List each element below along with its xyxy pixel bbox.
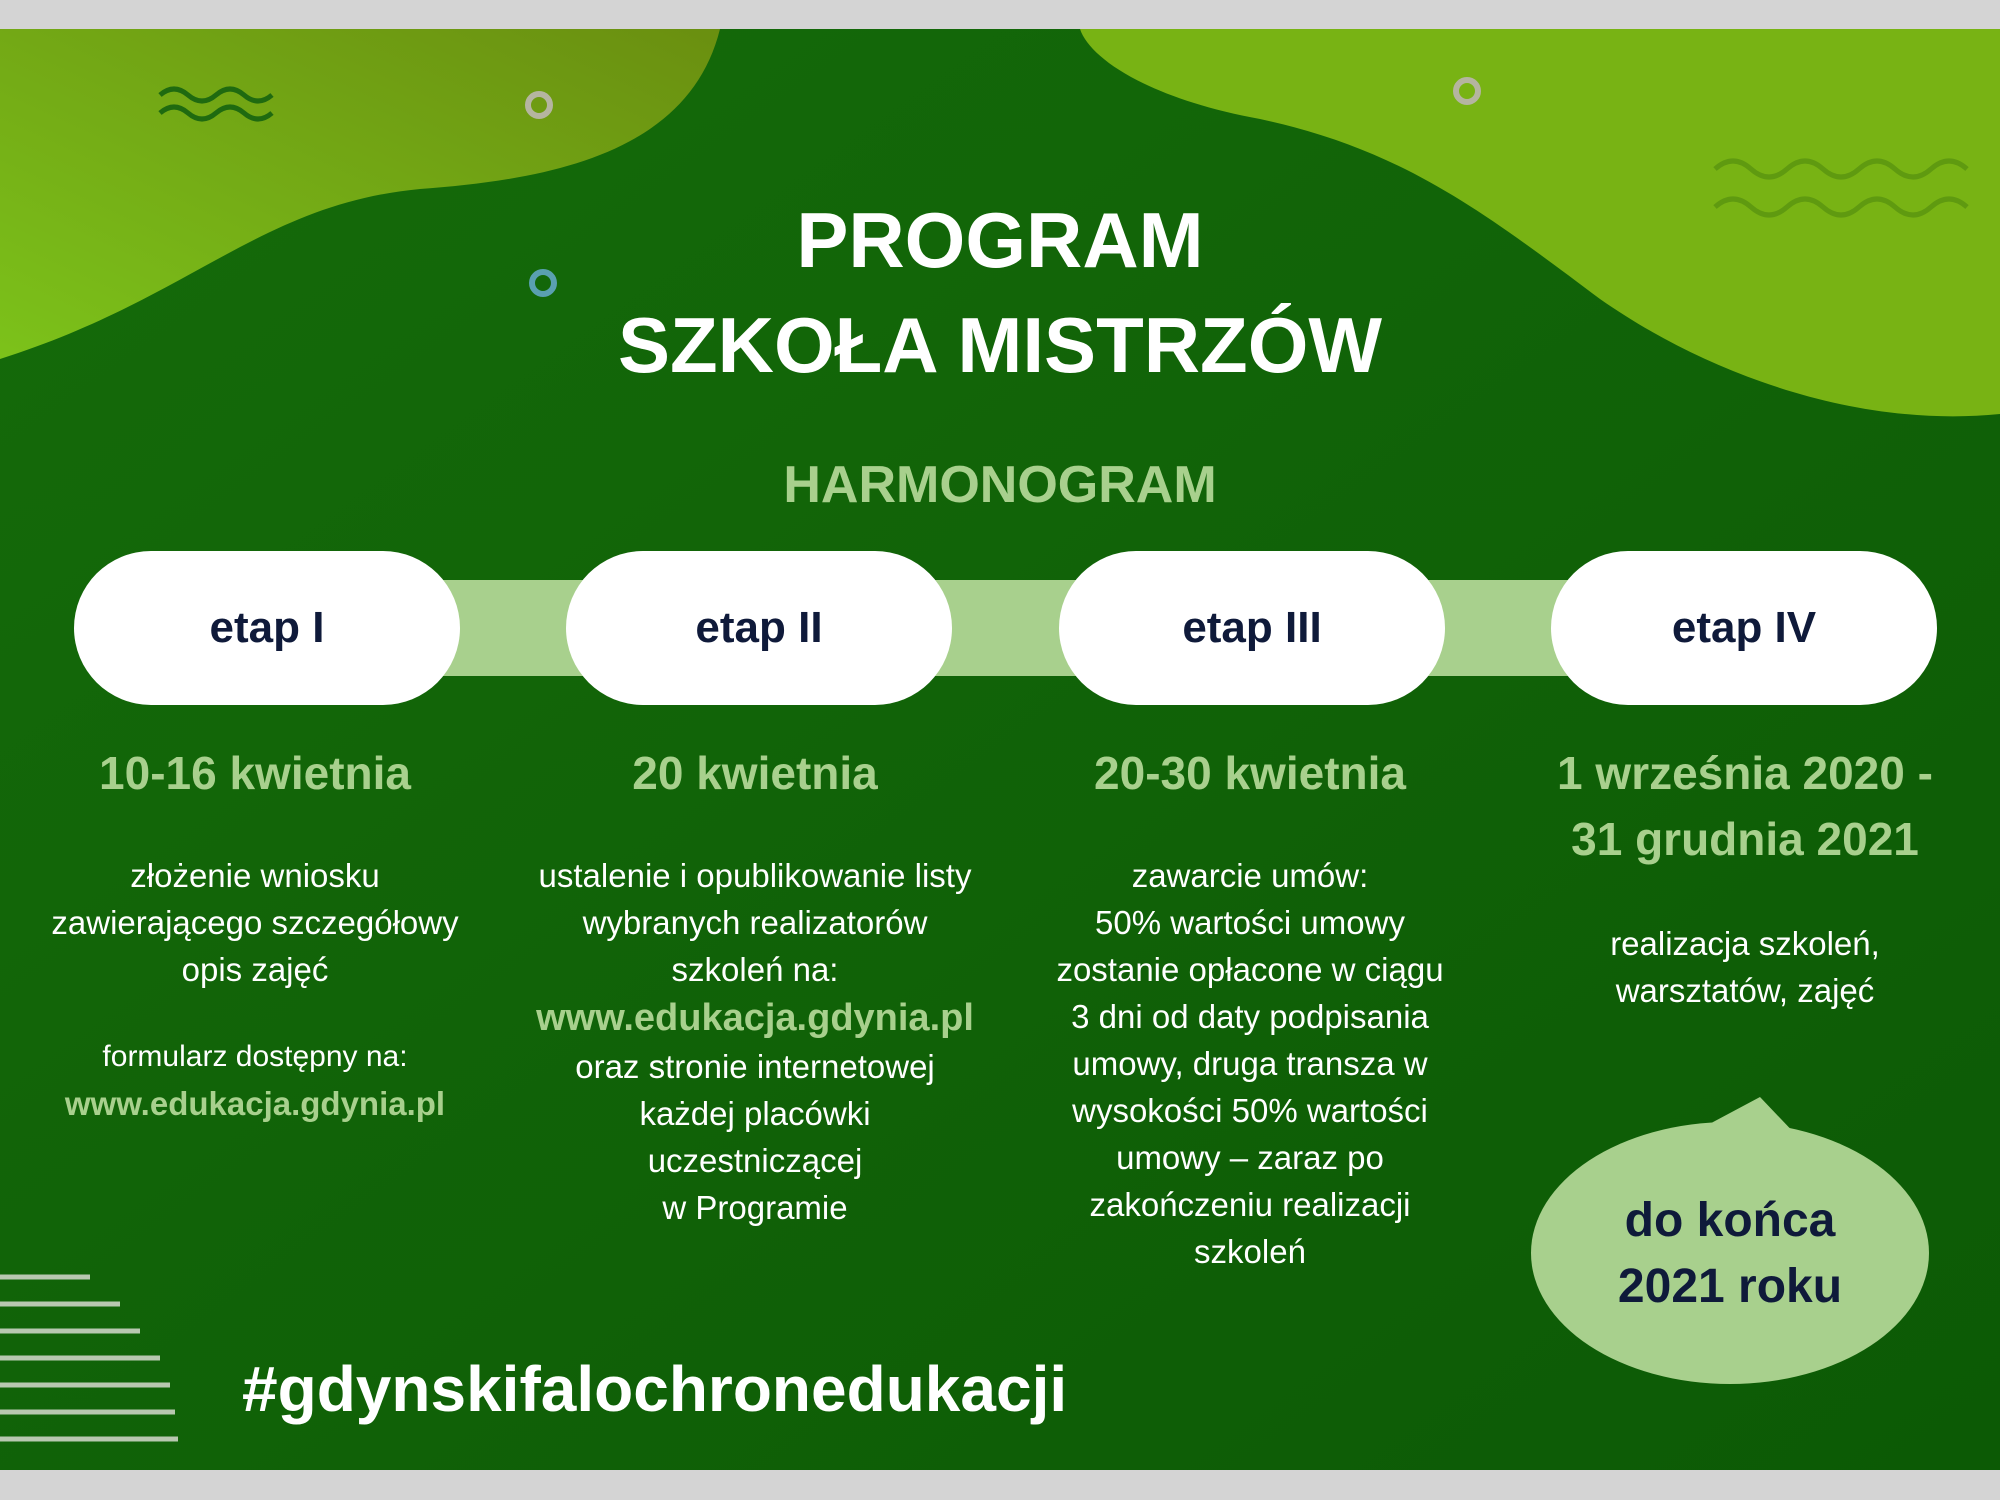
stage-1-description <box>5 852 505 1127</box>
text-line: warsztatów, zajęć <box>1615 972 1875 1009</box>
text-line: wybranych realizatorów <box>582 904 928 941</box>
text-line: oraz stronie internetowej <box>575 1048 935 1085</box>
text-line: w Programie <box>662 1189 848 1226</box>
text-line: umowy, druga transza w <box>1072 1045 1428 1082</box>
text-line: ustalenie i opublikowanie listy <box>538 857 972 894</box>
text-line: uczestniczącej <box>647 1142 863 1179</box>
stage-4-date <box>1495 740 1995 872</box>
form-note: formularz dostępny na: <box>102 1040 408 1073</box>
stage-2-date: 20 kwietnia <box>632 747 878 799</box>
text-line: zostanie opłacone w ciągu <box>1056 951 1444 988</box>
text-line: szkoleń na: <box>671 951 839 988</box>
timeline-connector <box>250 580 1750 676</box>
bubble-text <box>1530 1188 1930 1320</box>
text-line: realizacja szkoleń, <box>1610 925 1880 962</box>
text-line: zakończeniu realizacji <box>1089 1186 1411 1223</box>
title-line-2: SZKOŁA MISTRZÓW <box>617 301 1382 389</box>
text-line: opis zajęć <box>181 951 329 988</box>
stage-4-description <box>1495 920 1995 1014</box>
title-line-1: PROGRAM <box>796 196 1204 284</box>
text-line: złożenie wniosku <box>130 857 380 894</box>
date-line: 31 grudnia 2021 <box>1571 813 1919 865</box>
stage-2-description <box>505 852 1005 1231</box>
text-line: 3 dni od daty podpisania <box>1071 998 1429 1035</box>
stage-1-date: 10-16 kwietnia <box>99 747 411 799</box>
stage-1-pill: etap I <box>74 551 460 705</box>
stage-2-pill: etap II <box>566 551 952 705</box>
stage-3-description <box>1000 852 1500 1275</box>
bubble-line: do końca <box>1624 1194 1836 1247</box>
stage-3-date: 20-30 kwietnia <box>1094 747 1406 799</box>
website-link[interactable]: www.edukacja.gdynia.pl <box>64 1085 446 1122</box>
text-line: zawierającego szczegółowy <box>51 904 459 941</box>
date-line: 1 września 2020 - <box>1557 747 1933 799</box>
text-line: zawarcie umów: <box>1131 857 1369 894</box>
text-line: szkoleń <box>1194 1233 1306 1270</box>
text-line: 50% wartości umowy <box>1095 904 1405 941</box>
text-line: wysokości 50% wartości <box>1072 1092 1428 1129</box>
website-link[interactable]: www.edukacja.gdynia.pl <box>536 997 974 1039</box>
bubble-line: 2021 roku <box>1617 1260 1843 1313</box>
stage-3-pill: etap III <box>1059 551 1445 705</box>
stage-4-pill: etap IV <box>1551 551 1937 705</box>
hashtag: #gdynskifalochronedukacji <box>242 1353 1068 1425</box>
text-line: umowy – zaraz po <box>1116 1139 1384 1176</box>
subtitle: HARMONOGRAM <box>783 456 1217 514</box>
text-line: każdej placówki <box>639 1095 871 1132</box>
